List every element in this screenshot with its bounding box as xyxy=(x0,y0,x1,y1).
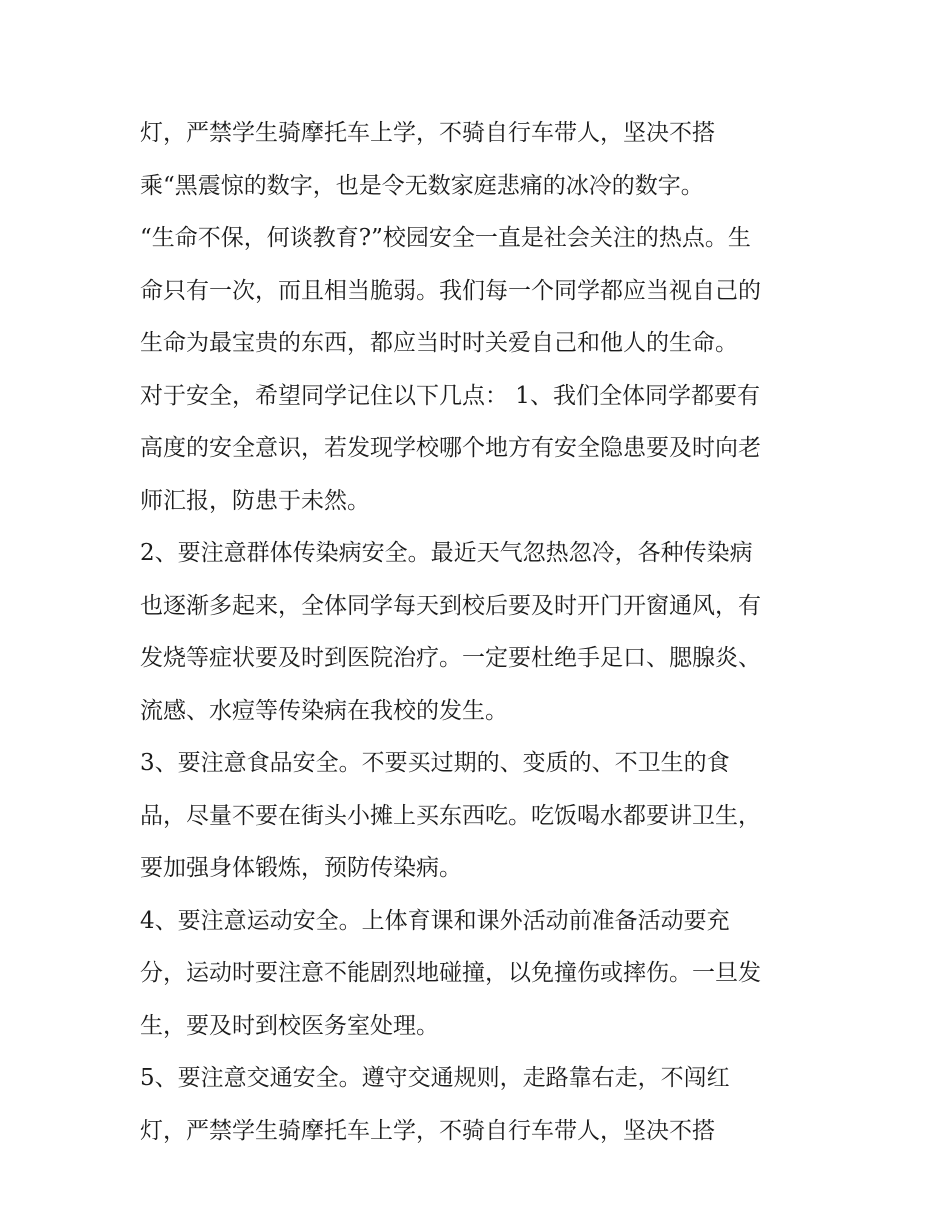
text-line: 品，尽量不要在街头小摊上买东西吃。吃饭喝水都要讲卫生， xyxy=(140,802,761,829)
text-line: 命只有一次，而且相当脆弱。我们每一个同学都应当视自己的 xyxy=(140,277,761,304)
text-line: “生命不保，何谈教育?”校园安全一直是社会关注的热点。生 xyxy=(140,225,751,251)
text-line: 师汇报，防患于未然。 xyxy=(140,487,370,514)
text-line: 发烧等症状要及时到医院治疗。一定要杜绝手足口、腮腺炎、 xyxy=(140,645,761,671)
text-line: 5、要注意交通安全。遵守交通规则，走路靠右走，不闯红 xyxy=(140,1065,730,1091)
text-line: 对于安全，希望同学记住以下几点： 1、我们全体同学都要有 xyxy=(140,382,760,409)
text-line: 高度的安全意识，若发现学校哪个地方有安全隐患要及时向老 xyxy=(140,435,761,461)
text-line: 3、要注意食品安全。不要买过期的、变质的、不卫生的食 xyxy=(140,750,730,776)
text-line: 灯，严禁学生骑摩托车上学，不骑自行车带人，坚决不搭 xyxy=(140,120,715,146)
document-body xyxy=(140,107,830,1157)
text-line: 也逐渐多起来，全体同学每天到校后要及时开门开窗通风，有 xyxy=(140,592,761,619)
text-line: 要加强身体锻炼，预防传染病。 xyxy=(140,855,462,881)
text-line: 乘“黑震惊的数字，也是令无数家庭悲痛的冰冷的数字。 xyxy=(140,172,704,199)
text-line: 2、要注意群体传染病安全。最近天气忽热忽冷，各种传染病 xyxy=(140,540,753,566)
text-line: 4、要注意运动安全。上体育课和课外活动前准备活动要充 xyxy=(140,907,730,934)
text-line: 流感、水痘等传染病在我校的发生。 xyxy=(140,697,508,724)
text-line: 生，要及时到校医务室处理。 xyxy=(140,1012,439,1039)
text-line: 生命为最宝贵的东西，都应当时时关爱自己和他人的生命。 xyxy=(140,330,738,356)
text-line: 灯，严禁学生骑摩托车上学，不骑自行车带人，坚决不搭 xyxy=(140,1117,715,1144)
text-line: 分，运动时要注意不能剧烈地碰撞，以免撞伤或摔伤。一旦发 xyxy=(140,960,761,986)
